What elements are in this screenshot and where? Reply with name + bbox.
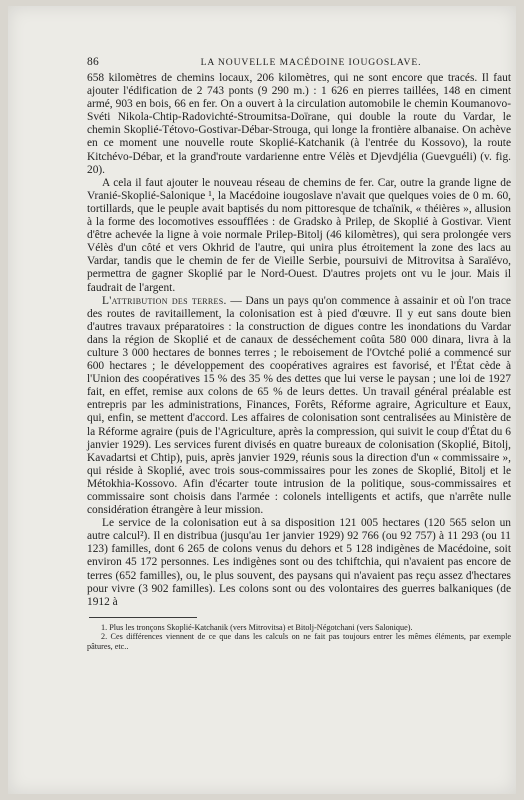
footnote-2: 2. Ces différences viennent de ce que dans les calculs on ne fait pas toujours entrer les mêmes éléments, par exemple pâtures, etc.. bbox=[87, 632, 511, 652]
book-page bbox=[8, 6, 516, 794]
section-title: L'attribution des terres. bbox=[102, 294, 227, 307]
paragraph-railways: A cela il faut ajouter le nouveau réseau de chemins de fer. Car, outre la grande ligne de Vranié-Skoplié-Salonique ¹, la Macédoine iougoslave n'avait que quelques voies de 0 m. 60, tortillards, que le peuple avait baptisés du nom pittoresque de tchaïnik, « théières », allusion à la forme des locomotives essoufflées : de Gradsko à Prilep, de Skoplié à Gostivar. Vient d'être achevée la ligne à voie normale Prilep-Bitolj (46 kilomètres), qui sera prolongée vers Vélès d'un côté et vers Okhrid de l'autre, qui unira plus étroitement la zone des lacs au Vardar, tandis que le chemin de fer de Vieille Serbie, poursuivi de Mitrovitsa à Saraïévo, permettra de gagner Skoplié par le Nord-Ouest. D'autres projets ont vu le jour. Mais il faudrait de l'argent. bbox=[87, 176, 511, 294]
paragraph-land-attribution bbox=[87, 295, 511, 518]
page-number: 86 bbox=[87, 56, 100, 68]
paragraph-land-attribution-text: — Dans un pays qu'on commence à assainir et où l'on trace des routes de ravitaillement, la colonisation est à pied d'œuvre. Il y eut sans doute bien d'autres travaux préparatoires : la construction de digues contre les inondations du Vardar dans la région de Skoplié et de canaux de desséchement coûta 580 000 dinara, livra à la culture 3 000 hectares de bonnes terres ; le reboisement de l'Ovtché polié a commencé sur 600 hectares ; le développement des coopératives agraires est favorisé, et l'État cède à l'Union des coopératives 15 % des 35 % des dettes que lui verse le paysan ; une loi de 1927 fait, en effet, remise aux colons de 65 % de leurs dettes. Un travail général préalable est entrepris par les administrations, Finances, Forêts, Réforme agraire, Agriculture et Eaux, qui, enfin, se mettent d'accord. Les affaires de colonisation sont centralisées au Ministère de la Réforme agraire (puis de l'Agriculture, après la compression, qui suivit le coup d'État du 6 janvier 1929). Les services furent divisés en quatre bureaux de colonisation (Skoplié, Bitolj, Kavadartsi et Chtip), puis, après janvier 1929, réunis sous la direction d'un « commissaire », qui réside à Skoplié, avec trois sous-commissaires pour les zones de Skoplié, Bitolj et le Métokhia-Kossovo. Afin d'écarter toute intrusion de la politique, sous-commissaires et commissaire sont choisis dans l'armée : colonels intelligents et actifs, que n'arrête nulle considération étrangère à leur mission. bbox=[87, 294, 511, 517]
paragraph-roads: 658 kilomètres de chemins locaux, 206 kilomètres, qui ne sont encore que tracés. Il faut ajouter l'édification de 2 743 ponts (9 290 m.) : 1 626 en pierres taillées, 148 en ciment armé, 903 en bois, 66 en fer. On a ouvert à la circulation automobile le chemin Koumanovo-Svéti Nikola-Chtip-Radovichté-Stroumitsa-Doïrane, qui double la route du Vardar, le chemin Skoplié-Tétovo-Gostivar-Débar-Strouga, qui longe la frontière albanaise. On achève en ce moment une nouvelle route Skoplié-Katchanik (à l'entrée du Kossovo), la route Kitchévo-Débar, et la grand'route vardarienne entre Vélès et Djevdjélia (Guevguéli) (v. fig. 20). bbox=[87, 72, 511, 176]
paragraph-colonisation-service: Le service de la colonisation eut à sa disposition 121 005 hectares (120 565 selon un autre calcul²). Il en distribua (jusqu'au 1er janvier 1929) 92 766 (ou 92 757) à 11 293 (ou 11 123) familles, dont 6 265 de colons venus du dehors et 5 128 indigènes de Macédoine, soit environ 45 172 personnes. Les indigènes sont ou des tchiftchia, qui n'avaient pas encore de terres (652 familles), ou, le plus souvent, des paysans qui n'avaient pas reçu assez d'hectares pour vivre (3 902 familles). Les colons sont ou des volontaires des guerres balkaniques (de 1912 à bbox=[87, 517, 511, 608]
running-header bbox=[87, 56, 511, 72]
footnote-separator bbox=[89, 617, 197, 618]
page-content bbox=[87, 56, 511, 652]
running-title: LA NOUVELLE MACÉDOINE IOUGOSLAVE. bbox=[200, 57, 422, 68]
footnote-1: 1. Plus les tronçons Skoplié-Katchanik (vers Mitrovitsa) et Bitolj-Négotchani (vers Salonique). bbox=[101, 622, 413, 632]
